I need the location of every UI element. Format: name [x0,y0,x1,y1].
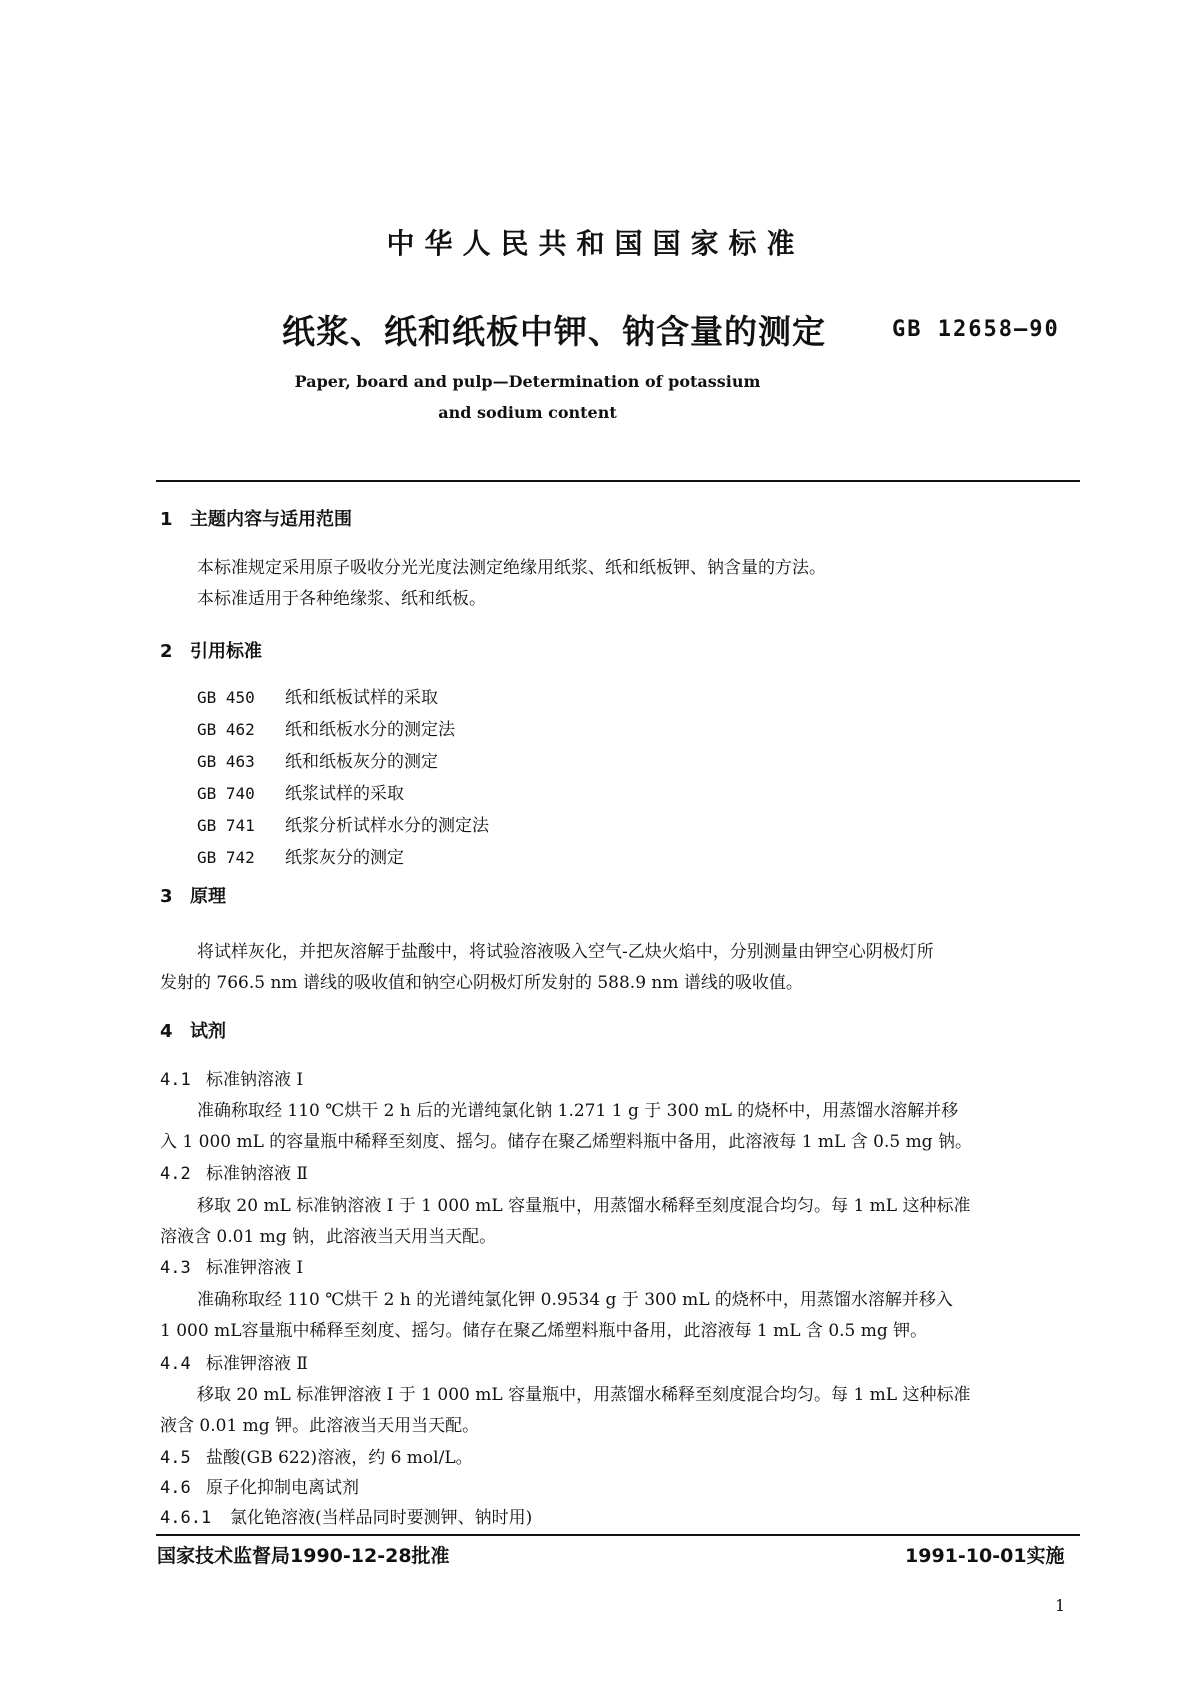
section-title: 引用标准 [190,641,262,662]
chinese-title: 纸浆、纸和纸板中钾、钠含量的测定 [282,312,826,351]
reference-code: GB 741 [197,816,255,835]
implementation-date: 1991-10-01实施 [905,1545,1065,1567]
subsection-4-6-1 [160,1503,532,1528]
subsection-title: 原子化抑制电离试剂 [206,1478,359,1498]
subsection-4-1-line-2: 入 1 000 mL 的容量瓶中稀释至刻度、摇匀。储存在聚乙烯塑料瓶中备用，此溶液每 1 mL 含 0.5 mg 钠。 [160,1132,972,1152]
approval-date: 国家技术监督局1990-12-28批准 [157,1545,450,1567]
subsection-4-4-line-1: 移取 20 mL 标准钾溶液 I 于 1 000 mL 容量瓶中，用蒸馏水稀释至刻度混合均匀。每 1 mL 这种标准 [197,1385,971,1405]
reference-code: GB 463 [197,752,255,771]
subsection-title: 氯化铯溶液(当样品同时要测钾、钠时用) [230,1508,533,1528]
section-number: 4 [160,1021,173,1042]
reference-code: GB 740 [197,784,255,803]
english-title-line-1: Paper, board and pulp—Determination of potassium [294,372,761,391]
section-number: 1 [160,509,173,530]
section-1-heading [160,505,352,531]
subsection-4-1 [160,1065,303,1090]
reference-title: 纸和纸板水分的测定法 [285,720,455,740]
subsection-title: 标准钠溶液 I [206,1070,304,1090]
reference-title: 纸浆分析试样水分的测定法 [285,816,489,836]
english-title-line-2: and sodium content [438,403,617,422]
reference-item [197,714,489,746]
reference-code: GB 742 [197,848,255,867]
section-title: 试剂 [190,1021,226,1042]
reference-title: 纸和纸板灰分的测定 [285,752,438,772]
subsection-title: 标准钾溶液 Ⅱ [206,1354,308,1374]
subsection-title: 盐酸(GB 622)溶液，约 6 mol/L。 [206,1448,473,1468]
subsection-number: 4.5 [160,1448,191,1468]
section-title: 主题内容与适用范围 [190,509,352,530]
section-3-line-2: 发射的 766.5 nm 谱线的吸收值和钠空心阴极灯所发射的 588.9 nm 谱线的吸收值。 [160,973,803,993]
section-number: 3 [160,886,173,907]
subsection-4-6 [160,1473,359,1498]
reference-item [197,842,489,874]
section-1-paragraph-2: 本标准适用于各种绝缘浆、纸和纸板。 [197,589,486,609]
section-2-heading [160,637,262,663]
section-1-paragraph-1: 本标准规定采用原子吸收分光光度法测定绝缘用纸浆、纸和纸板钾、钠含量的方法。 [197,558,826,578]
reference-code: GB 462 [197,720,255,739]
subsection-number: 4.2 [160,1164,191,1184]
subsection-4-4 [160,1349,308,1374]
subsection-4-1-line-1: 准确称取经 110 ℃烘干 2 h 后的光谱纯氯化钠 1.271 1 g 于 300 mL 的烧杯中，用蒸馏水溶解并移 [197,1101,959,1121]
subsection-4-3-line-1: 准确称取经 110 ℃烘干 2 h 的光谱纯氯化钾 0.9534 g 于 300 mL 的烧杯中，用蒸馏水溶解并移入 [197,1290,953,1310]
reference-item [197,682,489,714]
subsection-4-3-line-2: 1 000 mL容量瓶中稀释至刻度、摇匀。储存在聚乙烯塑料瓶中备用，此溶液每 1 mL 含 0.5 mg 钾。 [160,1321,928,1341]
subsection-number: 4.6.1 [160,1508,212,1528]
reference-item [197,810,489,842]
national-standard-heading: 中华人民共和国国家标准 [386,227,805,260]
section-title: 原理 [190,886,226,907]
subsection-number: 4.1 [160,1070,191,1090]
subsection-4-2 [160,1159,308,1184]
subsection-4-4-line-2: 液含 0.01 mg 钾。此溶液当天用当天配。 [160,1416,480,1436]
section-number: 2 [160,641,173,662]
reference-title: 纸和纸板试样的采取 [285,688,438,708]
subsection-4-2-line-2: 溶液含 0.01 mg 钠，此溶液当天用当天配。 [160,1227,497,1247]
reference-list [197,682,489,874]
page-number: 1 [1055,1596,1066,1615]
subsection-title: 标准钾溶液 I [206,1258,304,1278]
reference-item [197,778,489,810]
subsection-number: 4.6 [160,1478,191,1498]
footer-divider [156,1534,1080,1536]
subsection-4-2-line-1: 移取 20 mL 标准钠溶液 I 于 1 000 mL 容量瓶中，用蒸馏水稀释至刻度混合均匀。每 1 mL 这种标准 [197,1196,971,1216]
reference-code: GB 450 [197,688,255,707]
reference-title: 纸浆灰分的测定 [285,848,404,868]
subsection-title: 标准钠溶液 Ⅱ [206,1164,308,1184]
subsection-4-3 [160,1253,303,1278]
section-4-heading [160,1017,226,1043]
subsection-number: 4.4 [160,1354,191,1374]
standard-number: GB 12658—90 [892,317,1060,342]
section-3-heading [160,882,226,908]
section-3-line-1: 将试样灰化，并把灰溶解于盐酸中，将试验溶液吸入空气-乙炔火焰中，分别测量由钾空心阴极灯所 [197,942,934,962]
subsection-4-5 [160,1443,473,1468]
reference-item [197,746,489,778]
header-divider [156,480,1080,482]
subsection-number: 4.3 [160,1258,191,1278]
reference-title: 纸浆试样的采取 [285,784,404,804]
